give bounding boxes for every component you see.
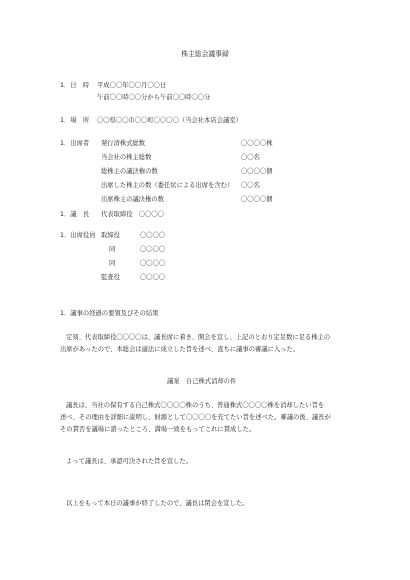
officer-name: 〇〇〇〇 [140, 274, 166, 281]
officer-name: 〇〇〇〇 [140, 246, 166, 253]
approval-text: よって議長は、承認可決された旨を宣した。 [66, 458, 192, 465]
officer-role: 取締役 [101, 232, 120, 239]
date-value: 平成〇〇年〇〇月〇〇日 [97, 82, 167, 89]
venue-value: 〇〇県〇〇市〇〇町〇〇〇〇（当会社本店会議室） [97, 117, 242, 124]
time-value: 午前〇〇時〇〇分から午前〇〇時〇〇分 [97, 94, 211, 101]
date-label: 1．日 時 [60, 82, 90, 89]
officer-name: 〇〇〇〇 [140, 260, 166, 267]
attendance-row-value: 〇〇〇〇株 [241, 140, 273, 147]
attendance-row-value: 〇〇〇〇個 [241, 168, 273, 175]
agenda-text-line: その賛否を議場に諮ったところ、満場一致をもってこれに賛成した。 [60, 426, 256, 433]
document-title: 株主総会議事録 [181, 50, 229, 58]
proceedings-heading: 1．議事の経過の要領及びその結果 [60, 310, 159, 317]
officer-role: 同 [109, 260, 116, 267]
proceedings-text-line: 定刻、代表取締役〇〇〇〇は、議長席に着き、開会を宣し、上記のとおり定足数に足る株主の [66, 334, 331, 341]
attendance-row-value: 〇〇〇〇個 [241, 196, 273, 203]
closing-text: 以上をもって本日の議事が終了したので、議長は閉会を宣した。 [66, 500, 249, 507]
agenda-text-line: 述べ、その理由を詳細に説明し、財源として〇〇〇〇を充てたい旨を述べた。審議の後、議長が [60, 414, 331, 421]
chair-label: 1．議 長 [60, 211, 90, 218]
officer-name: 〇〇〇〇 [140, 232, 166, 239]
officer-role: 同 [109, 246, 116, 253]
agenda-title: 議案 自己株式消却の件 [167, 378, 237, 385]
attendance-row-label: 総株主の議決権の数 [101, 168, 158, 175]
chair-value: 代表取締役 〇〇〇〇 [101, 211, 164, 218]
venue-label: 1．場 所 [60, 117, 90, 124]
attendance-row-value: 〇〇名 [241, 182, 260, 189]
proceedings-text-line: 出席があったので、本総会は適法に成立した旨を述べ、直ちに議事の審議に入った。 [60, 346, 300, 353]
officer-role: 監査役 [101, 274, 120, 281]
attendance-row-label: 出席株主の議決権の数 [101, 196, 164, 203]
attendance-row-label: 出席した株主の数（委任状による出席を含む） [101, 182, 234, 189]
attendance-label: 1．出席者 [60, 140, 90, 147]
officers-label: 1．出席役員 [60, 232, 96, 239]
attendance-row-label: 発行済株式総数 [101, 140, 146, 147]
agenda-text-line: 議長は、当社の保有する自己株式〇〇〇〇株のうち、普通株式〇〇〇〇株を消却したい旨を [66, 402, 325, 409]
attendance-row-value: 〇〇名 [241, 154, 260, 161]
attendance-row-label: 当会社の株主総数 [101, 154, 152, 161]
